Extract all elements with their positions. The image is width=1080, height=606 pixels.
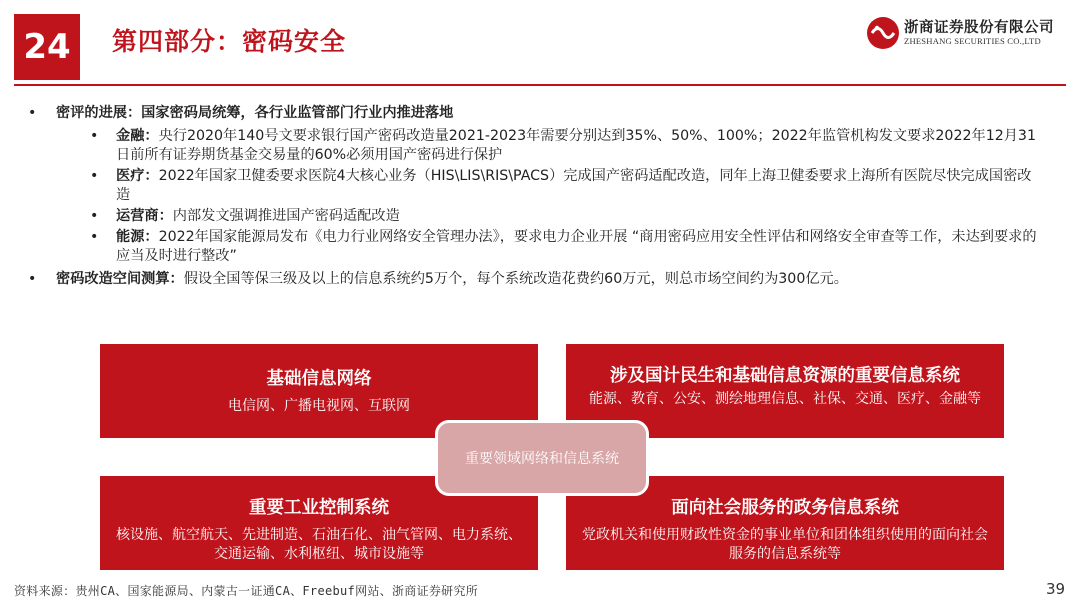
box-text: 核设施、航空航天、先进制造、石油石化、油气管网、电力系统、交通运输、水利枢纽、城市设施等: [116, 527, 522, 562]
bullet-dot-icon: •: [28, 105, 37, 121]
company-logo: [866, 14, 1066, 54]
bullet-dot-icon: •: [90, 208, 99, 224]
sub-bullet-text: 2022年国家卫健委要求医院4大核心业务（HIS\LIS\RIS\PACS）完成国产密码适配改造，同年上海卫健委要求上海所有医院尽快完成国密改造: [116, 168, 1032, 203]
sub-bullet-label: 运营商：: [116, 208, 173, 224]
bullet-dot-icon: •: [90, 229, 99, 245]
sub-bullet-label: 金融：: [116, 128, 159, 144]
sub-bullet-label: 医疗：: [116, 168, 159, 184]
bullet-market: [26, 270, 1066, 289]
sub-bullet-text: 央行2020年140号文要求银行国产密码改造量2021-2023年需要分别达到35%、50%、100%；2022年监管机构发文要求2022年12月31日前所有证券期货基金交易量的60%必须用国产密码进行保护: [116, 128, 1036, 163]
logo-company-name-en: ZHESHANG SECURITIES CO.,LTD: [904, 36, 1041, 46]
bullet-label: 密码改造空间测算：: [56, 271, 184, 287]
bullet-label: 密评的进展：: [56, 105, 142, 121]
critical-systems-diagram: [100, 344, 1006, 570]
bullet-content: [26, 104, 1066, 293]
sub-bullet-carrier: [26, 207, 1066, 226]
bullet-progress: [26, 104, 1066, 123]
sub-bullet-medical: [26, 167, 1066, 205]
header-divider: [14, 84, 1066, 86]
sub-bullet-energy: [26, 228, 1066, 266]
bullet-text: 国家密码局统筹，各行业监管部门行业内推进落地: [141, 105, 454, 121]
box-text: 能源、教育、公安、测绘地理信息、社保、交通、医疗、金融等: [589, 391, 981, 407]
sub-bullet-finance: [26, 127, 1066, 165]
sub-bullet-label: 能源：: [116, 229, 159, 245]
page-number: 39: [1046, 580, 1066, 598]
box-text: 电信网、广播电视网、互联网: [228, 398, 410, 414]
box-title: 重要工业控制系统: [249, 498, 389, 518]
logo-company-name-cn: 浙商证券股份有限公司: [904, 20, 1054, 36]
box-title: 基础信息网络: [266, 369, 372, 389]
sub-bullet-text: 2022年国家能源局发布《电力行业网络安全管理办法》，要求电力企业开展 “商用密码应用安全性评估和网络安全审查等工作，未达到要求的应当及时进行整改”: [116, 229, 1037, 264]
bullet-text: 假设全国等保三级及以上的信息系统约5万个，每个系统改造花费约60万元，则总市场空间约为300亿元。: [183, 271, 848, 287]
source-note: 资料来源：贵州CA、国家能源局、内蒙古一证通CA、Freebuf网站、浙商证券研究所: [14, 584, 479, 598]
bullet-dot-icon: •: [28, 271, 37, 287]
page-title: 第四部分：密码安全: [112, 27, 347, 56]
box-title: 涉及国计民生和基础信息资源的重要信息系统: [610, 366, 960, 386]
bullet-dot-icon: •: [90, 168, 99, 184]
sub-bullet-text: 内部发文强调推进国产密码适配改造: [172, 208, 400, 224]
box-title: 面向社会服务的政务信息系统: [671, 498, 899, 518]
bullet-dot-icon: •: [90, 128, 99, 144]
center-label: 重要领域网络和信息系统: [435, 420, 649, 496]
zheshang-logo-icon: [866, 16, 900, 50]
page-number-box: 24: [14, 14, 80, 80]
box-text: 党政机关和使用财政性资金的事业单位和团体组织使用的面向社会服务的信息系统等: [582, 527, 988, 562]
